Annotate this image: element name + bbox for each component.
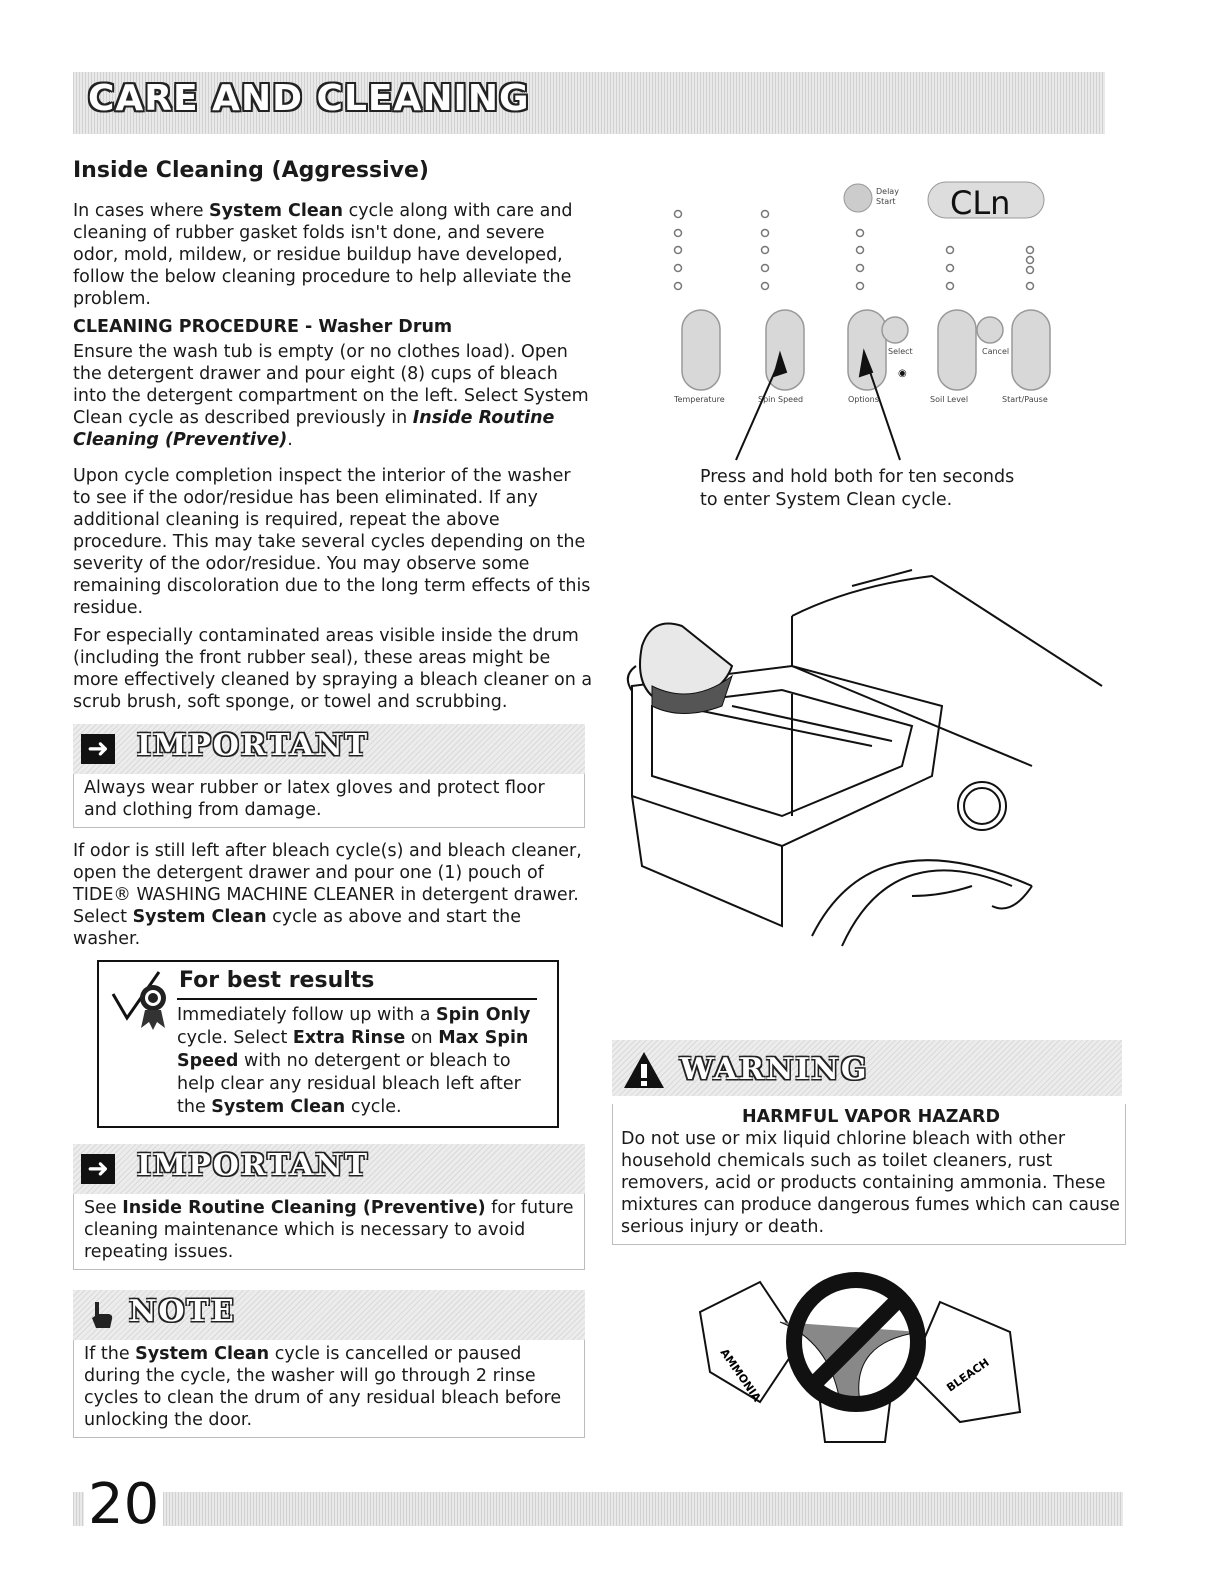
bleach-bottle <box>910 1302 1020 1422</box>
cancel-label: Cancel <box>982 347 1010 356</box>
best-results-rule <box>177 998 537 1000</box>
display-text: CLn <box>950 184 1011 222</box>
spin-speed-label: Spin Speed <box>758 395 804 404</box>
cancel-button <box>977 317 1003 343</box>
procedure-block <box>73 316 593 451</box>
warning-subtitle: HARMFUL VAPOR HAZARD <box>741 1107 1001 1127</box>
pointing-hand-icon <box>87 1298 117 1332</box>
start-label: Start <box>876 197 896 206</box>
warning-triangle-icon <box>622 1050 666 1090</box>
warning-title: WARNING <box>680 1052 869 1087</box>
page-title: CARE AND CLEANING <box>88 78 530 119</box>
odor-paragraph: If odor is still left after bleach cycle(s) and bleach cleaner, open the detergent drawer and pour one (1) pouch of TIDE® WASHING MACHINE CLEANER in detergent drawer. Select System Clean cycle as above and start the washer. <box>73 841 582 949</box>
detergent-drawer-illustration <box>612 566 1112 986</box>
options-label: Options <box>848 395 879 404</box>
panel-caption: Press and hold both for ten seconds to enter System Clean cycle. <box>700 467 1015 510</box>
important-title: IMPORTANT <box>137 728 370 763</box>
arrow-right-icon: ➜ <box>81 1154 115 1184</box>
section-heading: Inside Cleaning (Aggressive) <box>73 158 429 183</box>
soil-level-label: Soil Level <box>930 395 969 404</box>
best-results-text: Immediately follow up with a Spin Only cycle. Select Extra Rinse on Max Spin Speed with no detergent or bleach to help clear any residual bleach left after the System Clean cycle. <box>177 1005 531 1117</box>
note-title: NOTE <box>129 1294 236 1329</box>
arrow-right-icon: ➜ <box>81 734 115 764</box>
temperature-button <box>682 310 720 390</box>
options-button <box>848 310 886 390</box>
ammonia-label: AMMONIA <box>717 1346 764 1405</box>
warning-text: Do not use or mix liquid chlorine bleach with other household chemicals such as toilet cleaners, rust removers, acid or products containing ammonia. These mixtures can produce dangerous fumes which can cause serious injury or death. <box>621 1129 1120 1237</box>
select-button <box>882 317 908 343</box>
procedure-heading: CLEANING PROCEDURE - Washer Drum <box>73 317 453 337</box>
completion-paragraph: Upon cycle completion inspect the interior of the washer to see if the odor/residue has been eliminated. If any additional cleaning is required, repeat the above procedure. This may take several cycles depending on the severity of the odor/residue. You may observe some remaining discoloration due to the long term effects of this residue. <box>73 466 591 618</box>
delay-start-button <box>844 184 872 212</box>
soil-level-button <box>938 310 976 390</box>
contaminated-paragraph: For especially contaminated areas visible inside the drum (including the front rubber seal), these areas might be more effectively cleaned by spraying a bleach cleaner on a scrub brush, soft sponge, or towel and scrubbing. <box>73 626 593 712</box>
intro-paragraph: In cases where System Clean cycle along with care and cleaning of rubber gasket folds isn't done, and severe odor, mold, mildew, or residue buildup have developed, follow the below cleaning procedure to help alleviate the problem. <box>73 201 573 309</box>
select-label: Select <box>888 347 913 356</box>
important-text: Always wear rubber or latex gloves and protect floor and clothing from damage. <box>84 778 545 820</box>
bleach-label: BLEACH <box>944 1355 992 1395</box>
control-panel-illustration <box>660 180 1060 480</box>
important-title: IMPORTANT <box>137 1148 370 1183</box>
best-results-title: For best results <box>179 968 375 993</box>
delay-label: Delay <box>876 187 899 196</box>
page-number: 20 <box>84 1473 163 1537</box>
warning-body <box>612 1104 1126 1245</box>
no-mixing-chemicals-illustration <box>690 1262 1050 1452</box>
important-callout-2 <box>73 1144 585 1270</box>
note-callout <box>73 1290 585 1438</box>
best-results-box <box>97 960 559 1128</box>
checkmark-ribbon-icon <box>109 966 175 1036</box>
note-text: If the System Clean cycle is cancelled or paused during the cycle, the washer will go through 2 rinse cycles to clean the drum of any residual bleach before unlocking the door. <box>84 1344 562 1430</box>
important-callout-1 <box>73 724 585 828</box>
section-heading-block <box>73 158 593 183</box>
important-text: See Inside Routine Cleaning (Preventive) for future cleaning maintenance which is necessary to avoid repeating issues. <box>84 1198 574 1262</box>
footer-bar <box>73 1492 1123 1526</box>
temperature-label: Temperature <box>674 395 725 404</box>
indicator-leds <box>675 211 1034 290</box>
lock-icon: ◉ <box>898 368 907 379</box>
start-pause-label: Start/Pause <box>1002 395 1048 404</box>
start-pause-button <box>1012 310 1050 390</box>
procedure-text: Ensure the wash tub is empty (or no clothes load). Open the detergent drawer and pour eight (8) cups of bleach into the detergent compartment on the left. Select System Clean cycle as described previously in Inside Routine Cleaning (Preventive). <box>73 342 589 450</box>
